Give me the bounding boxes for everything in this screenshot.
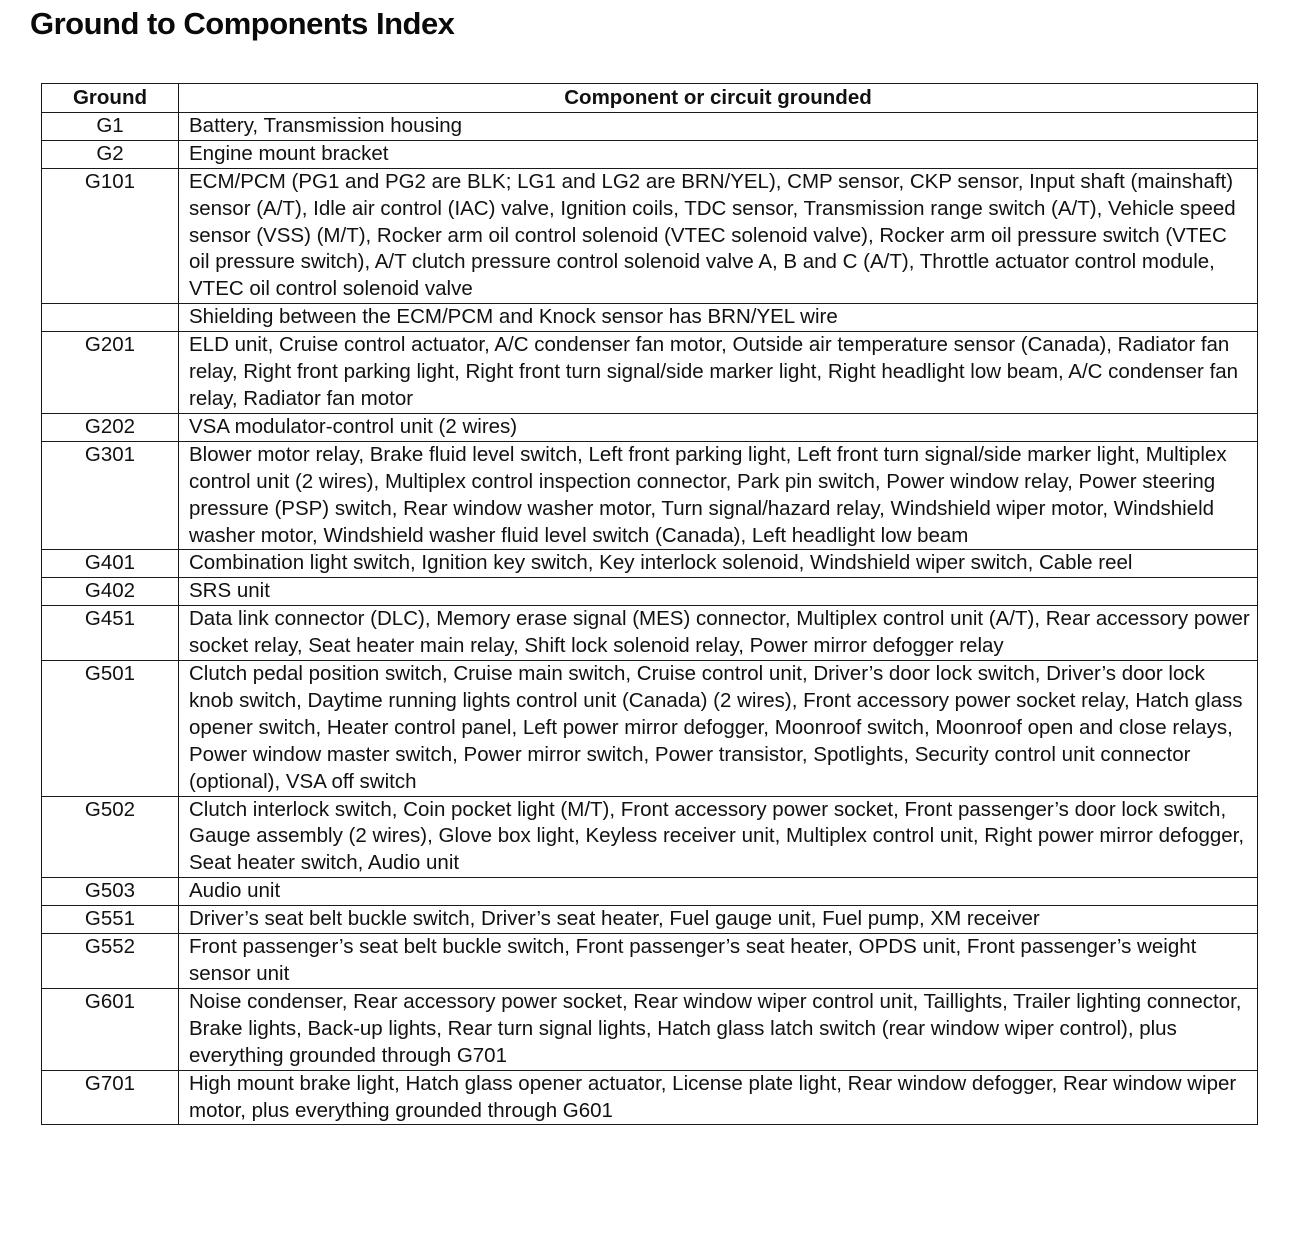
component-list-cell [179, 441, 1258, 550]
component-list-cell [179, 168, 1258, 304]
component-list-text: ECM/PCM (PG1 and PG2 are BLK; LG1 and LG2 are BRN/YEL), CMP sensor, CKP sensor, Input shaft (mainshaft) sensor (A/T), Idle air control (IAC) valve, Ignition coils, TDC sensor, Transmission range switch (A/T), Vehicle speed sensor (VSS) (M/T), Rocker arm oil control solenoid (VTEC solenoid valve), Rocker arm oil pressure switch (VTEC oil pressure switch), A/T clutch pressure control solenoid valve A, B and C (A/T), Throttle actuator control module, VTEC oil control solenoid valve [189, 169, 1236, 301]
table-row [42, 413, 1258, 441]
component-list-text: ELD unit, Cruise control actuator, A/C condenser fan motor, Outside air temperature sensor (Canada), Radiator fan relay, Right front parking light, Right front turn signal/side marker light, Right headlight low beam, A/C condenser fan relay, Radiator fan motor [189, 333, 1239, 410]
table-row [42, 578, 1258, 606]
ground-id-cell: G503 [42, 878, 179, 906]
component-list-cell [179, 550, 1258, 578]
component-list-text: Noise condenser, Rear accessory power socket, Rear window wiper control unit, Taillights, Trailer lighting connector, Brake lights, Back-up lights, Rear turn signal lights, Hatch glass latch switch (rear window wiper control), plus everything grounded through G701 [189, 989, 1242, 1067]
ground-id-cell: G301 [42, 441, 179, 550]
ground-id-cell: G1 [42, 112, 179, 140]
component-list-text: VSA modulator-control unit (2 wires) [189, 414, 518, 438]
table-row [42, 796, 1258, 878]
component-list-cell [179, 1070, 1258, 1125]
component-list-text: Combination light switch, Ignition key switch, Key interlock solenoid, Windshield wiper switch, Cable reel [189, 551, 1133, 575]
table-row [42, 606, 1258, 661]
ground-id-cell: G2 [42, 140, 179, 168]
component-list-text: Driver’s seat belt buckle switch, Driver’s seat heater, Fuel gauge unit, Fuel pump, XM receiver [189, 907, 1040, 931]
component-list-cell [179, 796, 1258, 878]
ground-id-cell: G401 [42, 550, 179, 578]
component-list-text: Audio unit [189, 879, 281, 903]
component-list-cell [179, 934, 1258, 989]
component-list-cell [179, 988, 1258, 1070]
ground-id-cell: G202 [42, 413, 179, 441]
component-list-text: SRS unit [189, 579, 270, 603]
table-row [42, 661, 1258, 797]
ground-id-cell: G101 [42, 168, 179, 304]
ground-index-table [41, 83, 1258, 1125]
component-list-cell [179, 606, 1258, 661]
component-list-cell [179, 304, 1258, 332]
ground-id-cell: G201 [42, 332, 179, 414]
ground-id-cell: G451 [42, 606, 179, 661]
component-list-cell [179, 112, 1258, 140]
table-body [42, 112, 1258, 1125]
component-list-cell [179, 578, 1258, 606]
table-row [42, 1070, 1258, 1125]
component-list-cell [179, 878, 1258, 906]
table-row [42, 304, 1258, 332]
table-row [42, 934, 1258, 989]
component-list-text: High mount brake light, Hatch glass opener actuator, License plate light, Rear window defogger, Rear window wiper motor, plus everything grounded through G601 [189, 1071, 1237, 1122]
ground-id-cell: G701 [42, 1070, 179, 1125]
component-list-cell [179, 906, 1258, 934]
component-list-text: Clutch pedal position switch, Cruise main switch, Cruise control unit, Driver’s door lock switch, Driver’s door lock knob switch, Daytime running lights control unit (Canada) (2 wires), Front accessory power socket relay, Hatch glass opener switch, Heater control panel, Left power mirror defogger, Moonroof switch, Moonroof open and close relays, Power window master switch, Power mirror switch, Power transistor, Spotlights, Security control unit connector (optional), VSA off switch [189, 662, 1243, 793]
ground-id-cell: G552 [42, 934, 179, 989]
ground-column-header: Ground [42, 84, 179, 113]
table-row [42, 332, 1258, 414]
table-row [42, 550, 1258, 578]
component-column-header: Component or circuit grounded [179, 84, 1258, 113]
table-row [42, 112, 1258, 140]
component-list-text: Blower motor relay, Brake fluid level switch, Left front parking light, Left front turn signal/side marker light, Multiplex control unit (2 wires), Multiplex control inspection connector, Park pin switch, Power window relay, Power steering pressure (PSP) switch, Rear window washer motor, Turn signal/hazard relay, Windshield wiper motor, Windshield washer motor, Windshield washer fluid level switch (Canada), Left headlight low beam [189, 442, 1227, 547]
component-list-cell [179, 332, 1258, 414]
ground-id-cell: G502 [42, 796, 179, 878]
component-list-cell [179, 413, 1258, 441]
component-list-text: Clutch interlock switch, Coin pocket light (M/T), Front accessory power socket, Front passenger’s door lock switch, Gauge assembly (2 wires), Glove box light, Keyless receiver unit, Multiplex control unit, Right power mirror defogger, Seat heater switch, Audio unit [189, 797, 1245, 875]
component-list-text: Data link connector (DLC), Memory erase signal (MES) connector, Multiplex control unit (A/T), Rear accessory power socket relay, Seat heater main relay, Shift lock solenoid relay, Power mirror defogger relay [189, 607, 1250, 658]
table-row [42, 168, 1258, 304]
component-list-text: Front passenger’s seat belt buckle switch, Front passenger’s seat heater, OPDS unit, Front passenger’s weight sensor unit [189, 935, 1197, 985]
component-list-text: Engine mount bracket [189, 141, 389, 165]
component-list-text: Battery, Transmission housing [189, 113, 463, 137]
ground-id-cell: G501 [42, 661, 179, 797]
ground-id-cell: G551 [42, 906, 179, 934]
page-title: Ground to Components Index [30, 6, 455, 41]
table-row [42, 906, 1258, 934]
table-row [42, 988, 1258, 1070]
ground-id-cell [42, 304, 179, 332]
component-list-text: Shielding between the ECM/PCM and Knock sensor has BRN/YEL wire [189, 305, 838, 329]
component-list-cell [179, 661, 1258, 797]
table-row [42, 441, 1258, 550]
ground-id-cell: G601 [42, 988, 179, 1070]
table-row [42, 140, 1258, 168]
table-row [42, 878, 1258, 906]
table-header-row [42, 84, 1258, 113]
ground-id-cell: G402 [42, 578, 179, 606]
component-list-cell [179, 140, 1258, 168]
